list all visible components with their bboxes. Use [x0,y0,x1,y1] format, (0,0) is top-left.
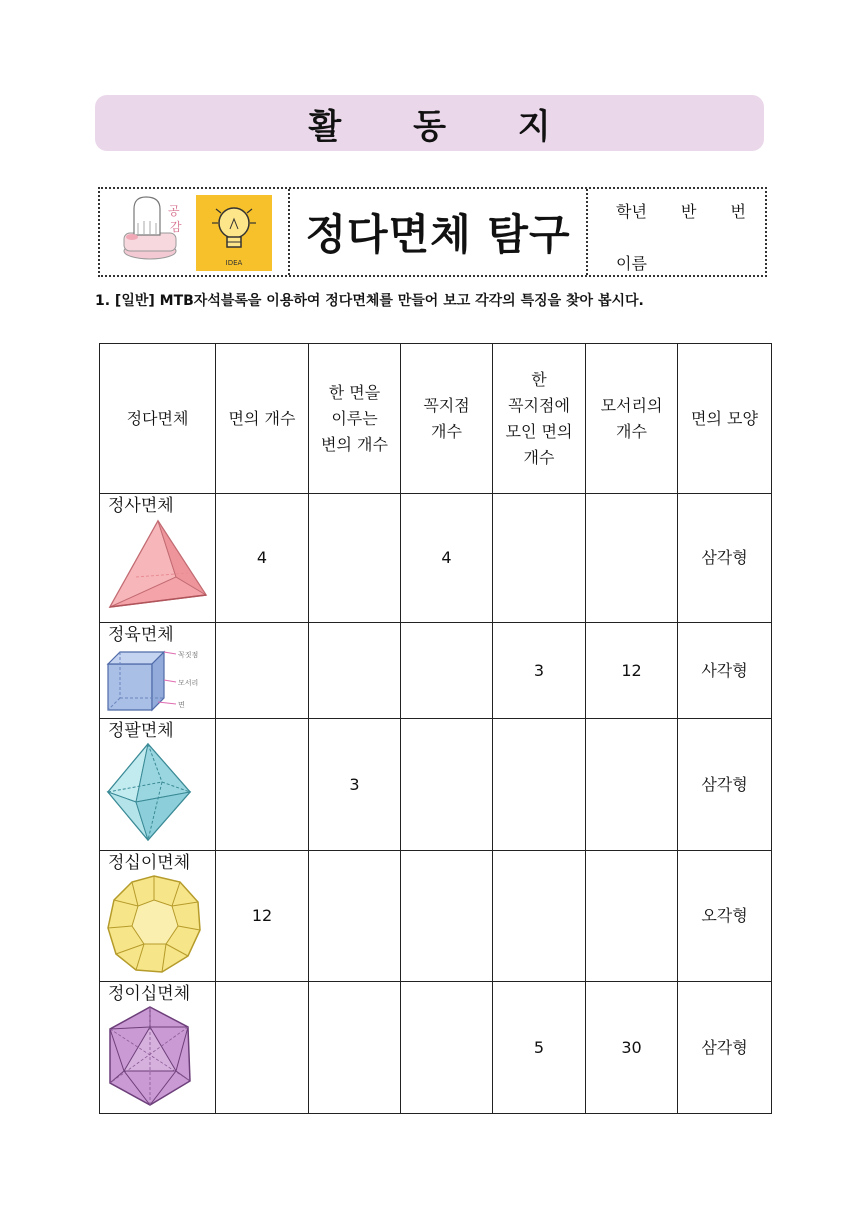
activity-sheet-banner [95,95,764,151]
cell-vertex-count [401,982,493,1114]
student-info [588,189,765,275]
table-row [100,623,772,719]
cell-faces-per-vertex [493,494,586,623]
header-edges-per-face: 한 면을 이루는 변의 개수 [309,344,401,494]
cell-edges-per-face [309,623,401,719]
cell-face-shape: 오각형 [678,851,772,982]
worksheet-title-cell [290,189,588,275]
polyhedra-table [99,343,772,1114]
shape-name: 정사면체 [108,496,174,516]
cell-edge-count [586,719,678,851]
header-face-shape: 면의 모양 [678,344,772,494]
octahedron-icon [106,742,210,844]
lightbulb-icon [196,195,272,271]
cell-face-count: 12 [216,851,309,982]
logo-char-2: 감 [170,220,182,234]
cell-vertex-count [401,623,493,719]
cell-edge-count: 30 [586,982,678,1114]
shape-name: 정팔면체 [108,721,174,741]
cell-edge-count [586,494,678,623]
header-polyhedron: 정다면체 [100,344,216,494]
cell-vertex-count [401,719,493,851]
cell-edges-per-face [309,851,401,982]
instruction-text: 1. [일반] MTB자석블록을 이용하여 정다면체를 만들어 보고 각각의 특징을 찾아 봅시다. [95,293,644,309]
cell-faces-per-vertex: 3 [493,623,586,719]
logo-char-1: 공 [168,204,180,218]
table-row [100,719,772,851]
table-row [100,982,772,1114]
cell-face-shape: 사각형 [678,623,772,719]
header-vertex-count: 꼭지점 개수 [401,344,493,494]
cell-edges-per-face [309,982,401,1114]
cube-label-face: 면 [178,701,185,709]
shape-cell-icosahedron [100,982,216,1114]
grade-label: 학년 [616,202,647,221]
shape-name: 정이십면체 [108,984,191,1004]
cell-face-count [216,982,309,1114]
cell-face-count [216,719,309,851]
tetrahedron-icon [106,517,210,615]
cell-face-count [216,623,309,719]
class-label: 반 [680,202,697,221]
shape-cell-tetrahedron [100,494,216,623]
cell-face-shape: 삼각형 [678,719,772,851]
logo-area [100,189,290,275]
cell-edge-count [586,851,678,982]
banner-title: 활 동 지 [308,106,581,147]
cell-edges-per-face [309,494,401,623]
table-row [100,494,772,623]
cell-vertex-count: 4 [401,494,493,623]
shape-cell-dodecahedron [100,851,216,982]
cell-face-shape: 삼각형 [678,494,772,623]
cell-vertex-count [401,851,493,982]
logo-illustration [100,189,288,273]
shape-cell-octahedron [100,719,216,851]
logo-badge: IDEA [225,259,243,267]
table-row [100,851,772,982]
cell-edges-per-face: 3 [309,719,401,851]
worksheet-title: 정다면체 탐구 [305,210,571,259]
header-edge-count: 모서리의 개수 [586,344,678,494]
header-face-count: 면의 개수 [216,344,309,494]
cube-label-vertex: 꼭짓점 [178,651,199,659]
cell-faces-per-vertex [493,719,586,851]
cube-icon [106,646,210,712]
worksheet-header [98,187,767,277]
table-header-row [100,344,772,494]
icosahedron-icon [106,1005,210,1107]
cell-face-count: 4 [216,494,309,623]
header-faces-per-vertex: 한 꼭지점에 모인 면의 개수 [493,344,586,494]
cell-edge-count: 12 [586,623,678,719]
grade-class-number [616,199,746,222]
number-label: 번 [730,202,746,221]
cell-faces-per-vertex: 5 [493,982,586,1114]
dodecahedron-icon [106,874,210,976]
shape-cell-cube [100,623,216,719]
cube-label-edge: 모서리 [178,679,199,687]
cell-face-shape: 삼각형 [678,982,772,1114]
cell-faces-per-vertex [493,851,586,982]
shape-name: 정십이면체 [108,853,191,873]
shape-name: 정육면체 [108,625,174,645]
name-label: 이름 [616,254,647,273]
